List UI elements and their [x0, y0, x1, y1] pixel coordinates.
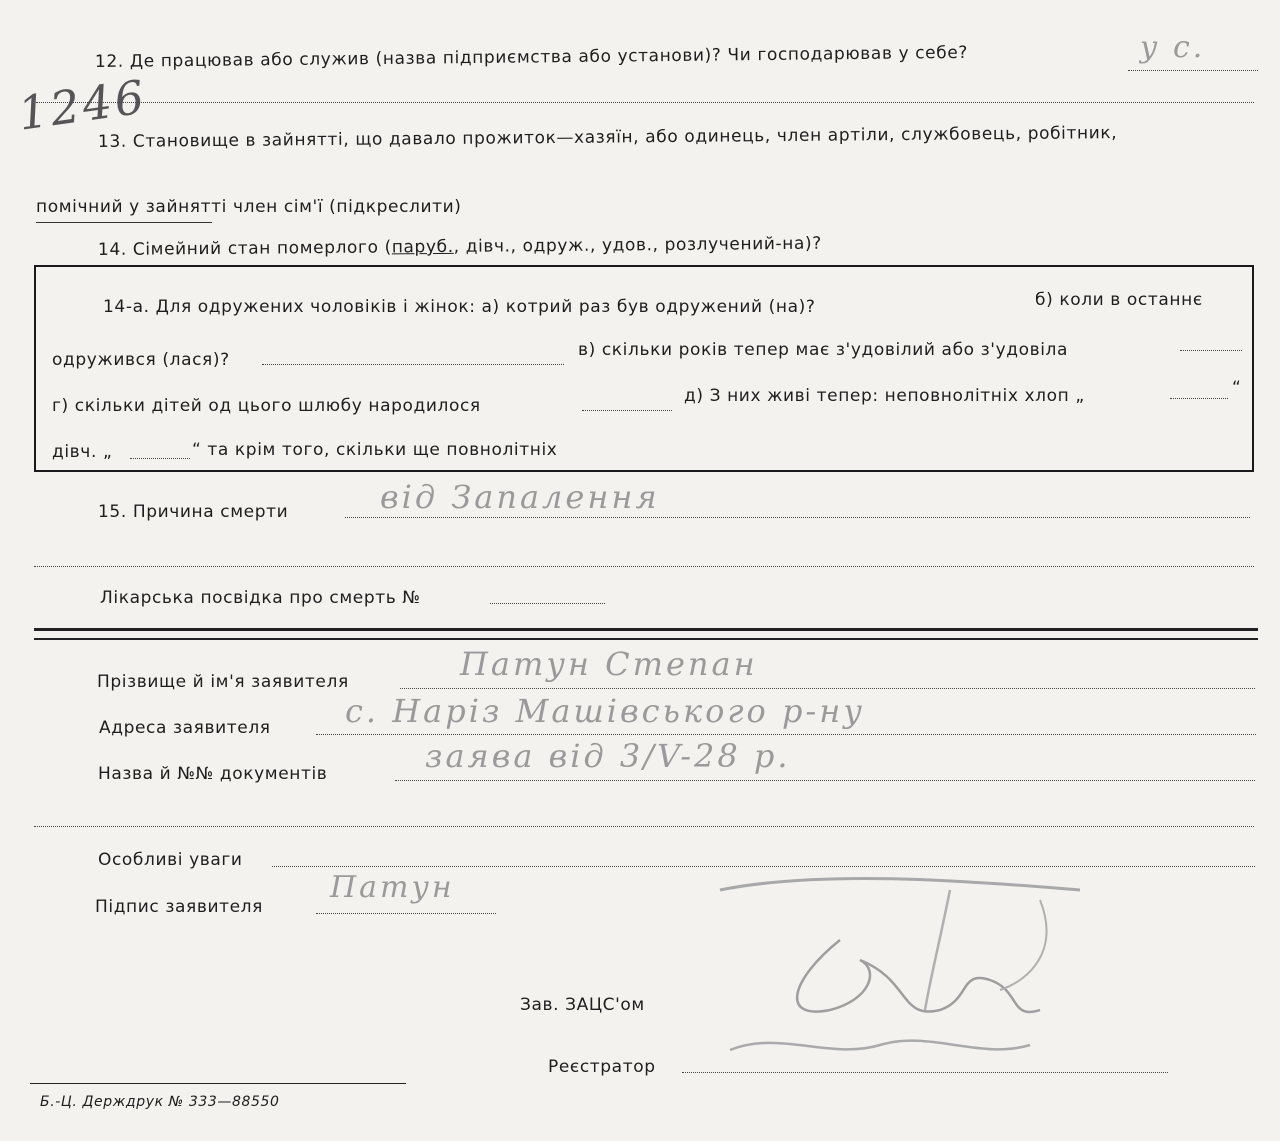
printer-imprint: Б.-Ц. Держдрук № 333—88550	[40, 1094, 280, 1110]
q13-underline	[36, 222, 212, 223]
q14a-line2-end-blank	[1180, 350, 1242, 351]
section-divider-top	[34, 628, 1258, 631]
q15-answer: від Запалення	[380, 478, 660, 516]
applicant-notes-label: Особливі уваги	[98, 850, 243, 870]
q14a-line3a: г) скільки дітей од цього шлюбу народилося	[52, 396, 481, 416]
printer-rule	[30, 1083, 406, 1084]
applicant-signature-value: Патун	[330, 870, 455, 905]
q13-line2: помічний у зайнятті член сім'ї (підкреслити)	[36, 197, 462, 217]
applicant-address-line	[316, 734, 1256, 735]
q15-second-line	[34, 566, 1254, 567]
official-signature	[700, 860, 1120, 1120]
registrar-line	[682, 1072, 1168, 1073]
applicant-name-line	[400, 688, 1255, 689]
medical-number-line	[490, 603, 605, 604]
q14-prefix: 14. Сімейний стан померлого (	[97, 237, 392, 260]
q14-label	[98, 234, 822, 260]
q14a-line3b: д) З них живі тепер: неповнолітніх хлоп „	[684, 386, 1085, 406]
registrar-label: Реєстратор	[548, 1057, 656, 1077]
applicant-name-value: Патун Степан	[460, 645, 758, 683]
q15-label: 15. Причина смерти	[98, 502, 289, 522]
q14a-line1b: б) коли в останнє	[1035, 290, 1203, 310]
applicant-docs-label: Назва й №№ документів	[98, 764, 328, 784]
margin-note: 1246	[14, 69, 151, 141]
q14a-line1a: 14-а. Для одружених чоловіків і жінок: а) котрий раз був одружений (на)?	[103, 297, 816, 317]
head-of-registry-label: Зав. ЗАЦС'ом	[520, 995, 645, 1015]
q14a-line4b: “ та крім того, скільки ще повнолітніх	[192, 440, 558, 460]
medical-label: Лікарська посвідка про смерть №	[100, 588, 421, 608]
q14a-line2b: в) скільки років тепер має з'удовілий або з'удовіла	[578, 340, 1069, 360]
q12-answer-line	[1128, 70, 1258, 71]
applicant-signature-label: Підпис заявителя	[95, 897, 263, 917]
q14a-line3c: “	[1232, 378, 1242, 398]
q14a-line4-blank	[130, 458, 190, 459]
applicant-docs-second-line	[34, 826, 1254, 827]
q14a-line2-blank	[262, 364, 564, 365]
q14a-line3-end-blank	[1170, 398, 1228, 399]
applicant-address-label: Адреса заявителя	[99, 718, 271, 738]
applicant-name-label: Прізвище й ім'я заявителя	[97, 672, 349, 692]
q12-label: 12. Де працював або служив (назва підприємства або установи)? Чи господарював у себе?	[94, 42, 969, 72]
applicant-docs-value: заява від 3/V-28 р.	[425, 737, 791, 775]
q13-line1: 13. Становище в зайнятті, що давало прожиток—хазяїн, або одинець, член артіли, службовець, робітник,	[97, 123, 1118, 152]
q12-second-line	[36, 102, 1254, 103]
q15-answer-line	[345, 517, 1250, 518]
applicant-signature-line	[316, 913, 496, 914]
applicant-address-value: с. Наріз Машівського р-ну	[345, 692, 865, 730]
q12-answer: у с.	[1140, 30, 1206, 65]
section-divider-bottom	[34, 638, 1258, 640]
applicant-docs-line	[395, 780, 1255, 781]
q14a-line2a: одружився (лася)?	[52, 350, 230, 370]
q14-underlined-option: паруб.	[391, 236, 454, 258]
q14a-line3-blank	[582, 410, 672, 411]
q14-suffix: , дівч., одруж., удов., розлучений-на)?	[453, 233, 822, 257]
q14a-line4a: дівч. „	[52, 442, 113, 462]
